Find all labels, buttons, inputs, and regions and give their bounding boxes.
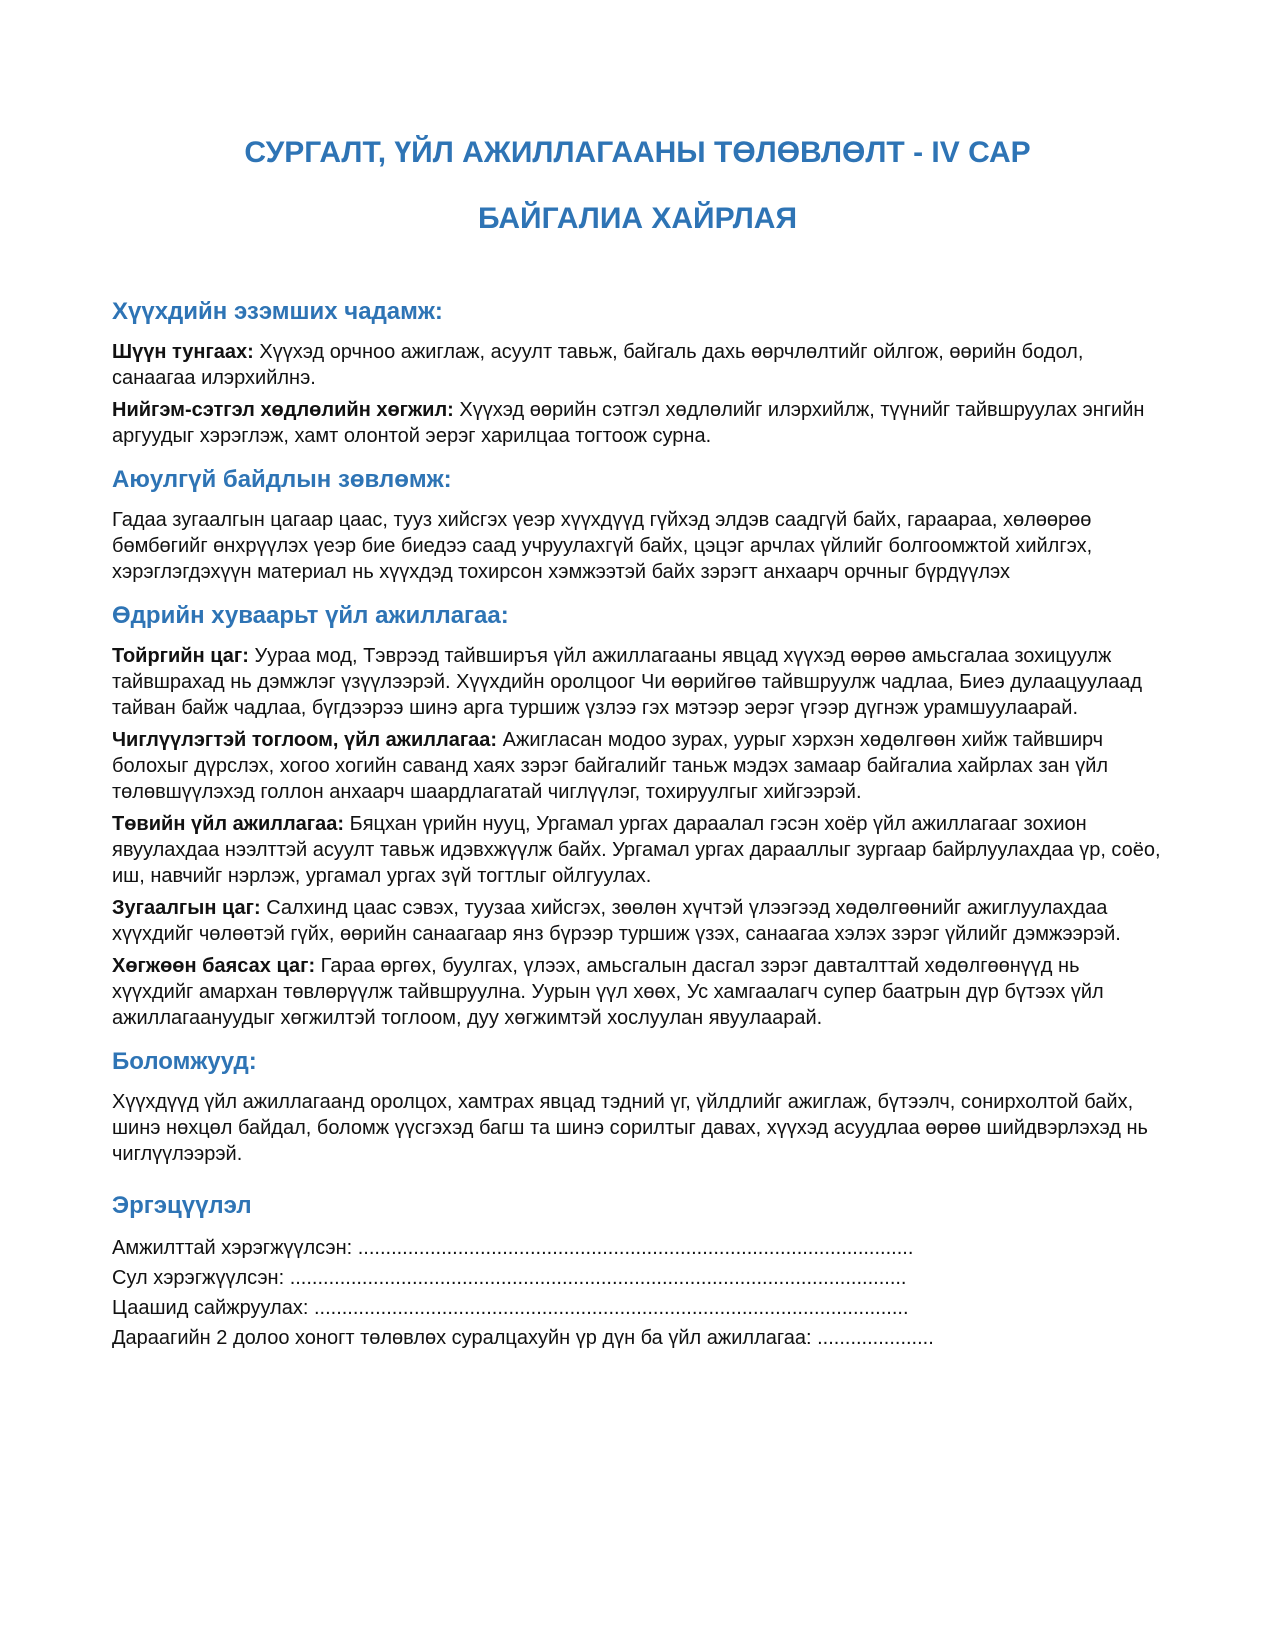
document-title: СУРГАЛТ, ҮЙЛ АЖИЛЛАГААНЫ ТӨЛӨВЛӨЛТ - IV САР [244, 136, 1031, 169]
daily-item [112, 811, 1162, 889]
competencies-section [112, 295, 1162, 449]
safety-section [112, 463, 1162, 585]
daily-text: Салхинд цаас сэвэх, туузаа хийсгэх, зөөлөн хүчтэй үлээгээд хөдөлгөөнийг ажиглуулахдаа хүүхдийг чөлөөтэй гүйх, өөрийн санаагаар янз бүрээр туршиж үзэх, санаагаа хэлэх зэрэг үйлийг дэмжээрэй. [112, 897, 1121, 945]
safety-heading: Аюулгүй байдлын зөвлөмж: [112, 466, 452, 493]
daily-section [112, 599, 1162, 1031]
daily-label: Тойргийн цаг: [112, 645, 249, 667]
competency-label: Шүүн тунгаах: [112, 341, 254, 363]
daily-text: Ажигласан модоо зурах, уурыг хэрхэн хөдөлгөөн хийж тайвширч болохыг дүрслэх, хогоо хогийн саванд хаях зэрэг байгалийг таньж мэдэх замаар байгалиа хайрлах зан үйл төлөвшүүлэхэд голлон анхаарч шаардлагатай чиглүүлэг, тохируулгыг хийгээрэй. [112, 729, 1109, 803]
evaluation-section [112, 1189, 1162, 1353]
competency-label: Нийгэм-сэтгэл хөдлөлийн хөгжил: [112, 399, 454, 421]
competency-item [112, 397, 1162, 449]
daily-text: Гараа өргөх, буулгах, үлээх, амьсгалын дасгал зэрэг давталттай хөдөлгөөнүүд нь хүүхдийг амархан төвлөрүүлж тайвшруулна. Уурын үүл хөөх, Ус хамгаалагч супер баатрын дүр бүтээх үйл ажиллагаануудыг хөгжилтэй тоглоом, дуу хөгжимтэй хослуулан явуулаарай. [112, 955, 1104, 1029]
daily-text: Уураа мод, Тэврээд тайвширъя үйл ажиллагааны явцад хүүхэд өөрөө амьсгалаа зохицуулж тайвшрахад нь дэмжлэг үзүүлээрэй. Хүүхдийн оролцоог Чи өөрийгөө тайвшруулж чадлаа, Биеэ дулаацуулаад тайван байж чадлаа, бүгдээрээ шинэ арга туршиж үзлээ гэх мэтээр эерэг үгээр дүгнэж урамшуулаарай. [112, 645, 1142, 719]
daily-item [112, 895, 1162, 947]
evaluation-heading: Эргэцүүлэл [112, 1192, 252, 1219]
opportunities-section [112, 1045, 1162, 1167]
daily-item [112, 727, 1162, 805]
daily-label: Зугаалгын цаг: [112, 897, 261, 919]
daily-heading: Өдрийн хуваарьт үйл ажиллагаа: [112, 602, 509, 629]
daily-label: Хөгжөөн баясах цаг: [112, 955, 316, 977]
daily-label: Төвийн үйл ажиллагаа: [112, 813, 345, 835]
competency-text: Хүүхэд өөрийн сэтгэл хөдлөлийг илэрхийлж, түүнийг тайвшруулах энгийн аргуудыг хэрэглэж, хамт олонтой эерэг харилцаа тогтоож сурна. [112, 399, 1145, 447]
daily-text: Бяцхан үрийн нууц, Ургамал ургах дараалал гэсэн хоёр үйл ажиллагааг зохион явуулахдаа нээлттэй асуулт тавьж идэвхжүүлж байх. Ургамал ургах дарааллыг зургаар байрлуулахдаа үр, соёо, иш, навчийг нэрлэж, ургамал ургах зүй тогтлыг ойлгуулах. [112, 813, 1161, 887]
document-body [112, 295, 1162, 1367]
competency-text: Хүүхэд орчноо ажиглаж, асуулт тавьж, байгаль дахь өөрчлөлтийг ойлгож, өөрийн бодол, санаагаа илэрхийлнэ. [112, 341, 1084, 389]
safety-text: Гадаа зугаалгын цагаар цаас, тууз хийсгэх үеэр хүүхдүүд гүйхэд элдэв саадгүй байх, гараараа, хөлөөрөө бөмбөгийг өнхрүүлэх үеэр бие биедээ саад учруулахгүй байх, цэцэг арчлах үйлийг болгоомжтой хийлгэх, хэрэглэгдэхүүн материал нь хүүхдэд тохирсон хэмжээтэй байх зэрэгт анхаарч орчныг бүрдүүлэх [112, 509, 1093, 583]
daily-item [112, 643, 1162, 721]
competency-item [112, 339, 1162, 391]
competencies-heading: Хүүхдийн эзэмших чадамж: [112, 298, 443, 325]
evaluation-line-improve: Цаашид сайжруулах: ........................................................................................................... [112, 1297, 909, 1319]
daily-label: Чиглүүлэгтэй тоглоом, үйл ажиллагаа: [112, 729, 498, 751]
evaluation-line-weak: Сул хэрэгжүүлсэн: ............................................................................................................... [112, 1267, 907, 1289]
evaluation-line-success: Амжилттай хэрэгжүүлсэн: .................................................................................................... [112, 1237, 914, 1259]
opportunities-heading: Боломжууд: [112, 1048, 257, 1075]
evaluation-line-next-plan: Дараагийн 2 долоо хоногт төлөвлөх суралцахуйн үр дүн ба үйл ажиллагаа: ..................... [112, 1327, 934, 1349]
document-subtitle: БАЙГАЛИА ХАЙРЛАЯ [477, 202, 798, 235]
daily-item [112, 953, 1162, 1031]
opportunities-text: Хүүхдүүд үйл ажиллагаанд оролцох, хамтрах явцад тэдний үг, үйлдлийг ажиглаж, бүтээлч, сонирхолтой байх, шинэ нөхцөл байдал, боломж үүсгэхэд багш та шинэ сорилтыг давах, хүүхэд асуудлаа өөрөө шийдвэрлэхэд нь чиглүүлээрэй. [112, 1091, 1148, 1165]
